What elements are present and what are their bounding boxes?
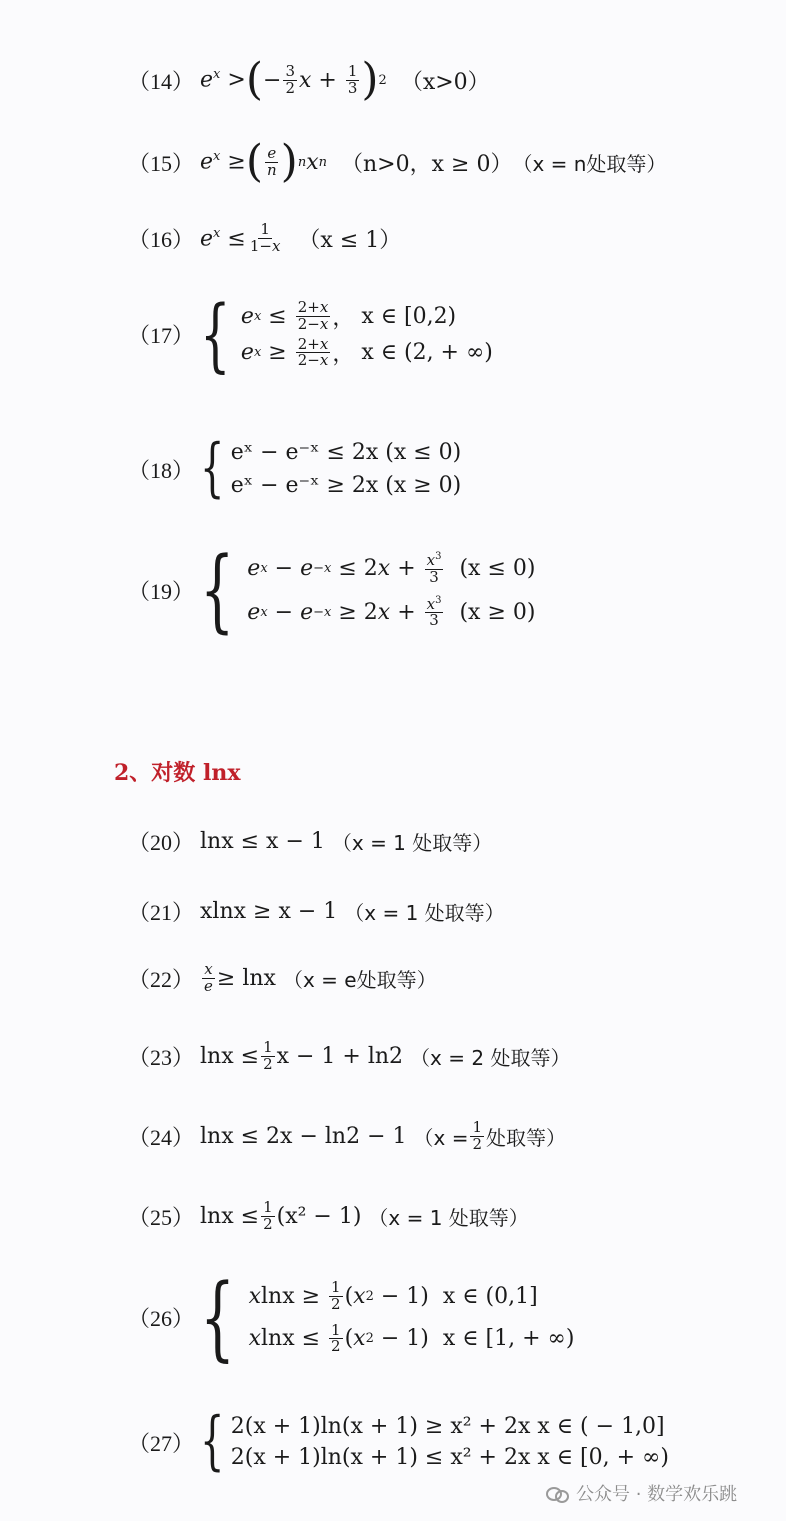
formula-number: （22）	[128, 966, 195, 992]
line-2: eˣ − e⁻ˣ ≥ 2x (x ≥ 0)	[230, 473, 462, 498]
formula-number: （24）	[128, 1124, 195, 1150]
condition-1: x ∈ [0,2)	[361, 303, 457, 329]
formula-number: （21）	[128, 900, 195, 925]
equality-note-prefix: （x =	[413, 1125, 469, 1150]
formula-number: （17）	[128, 323, 195, 348]
formula-22: （22） $\frac{x}{e}$ ≥ lnx （x = e处取等）	[128, 960, 437, 995]
equality-note: （x = 1 处取等）	[344, 901, 505, 925]
formula-24: （24） lnx ≤ 2x − ln2 − 1 （x = $\frac{1}{2}$ 处取等）	[128, 1118, 566, 1153]
equality-note: （x = n处取等）	[512, 151, 667, 176]
formula-number: （19）	[128, 579, 195, 604]
formula-number: （25）	[128, 1204, 195, 1230]
formula-25: （25） lnx ≤ $\frac{1}{2}$ (x² − 1) （x = 1 处取等）	[128, 1198, 529, 1233]
condition-1: x ∈ (0,1]	[442, 1283, 538, 1309]
formula-23: （23） lnx ≤ $\frac{1}{2}$ x − 1 + ln2 （x = 2 处取等）	[128, 1038, 571, 1073]
expression-tail: (x² − 1)	[276, 1203, 362, 1229]
equality-note: （x = 1 处取等）	[331, 831, 493, 855]
equality-note: （x = e处取等）	[282, 967, 437, 992]
line-1: eˣ − e⁻ˣ ≤ 2x (x ≤ 0)	[230, 440, 462, 465]
formula-26: （26） { x lnx ≥ $\frac{1}{2}$ ( x 2 − 1) x ∈ (0,1] x lnx ≤ $\frac{1}{2}$ ( x 2 − 1) x ∈ [1, + ∞)	[128, 1263, 575, 1371]
formula-19: （19） { e x − e −x ≤ 2 x + $\frac{x^3}{3}$ (x ≤ 0) e x − e −x ≥ 2 x + $\frac{x^3}{3}$ (x ≥ 0)	[128, 537, 536, 643]
formula-21	[128, 896, 505, 927]
formula-number: （15）	[128, 150, 195, 176]
formula-16: （16） $e^x$ ≤ $\frac{1}{1-x}$ （x ≤ 1）	[128, 220, 402, 255]
condition-2: (x ≥ 0)	[459, 599, 536, 625]
watermark	[546, 1480, 737, 1506]
expression: xlnx ≥ x − 1	[200, 899, 338, 924]
formula-number: （26）	[128, 1306, 195, 1331]
formula-number: （18）	[128, 457, 195, 483]
line-2: 2(x + 1)ln(x + 1) ≤ x² + 2x x ∈ [0, + ∞)	[230, 1445, 669, 1470]
condition: （x ≤ 1）	[298, 227, 402, 253]
condition-2: x ∈ [1, + ∞)	[442, 1326, 575, 1352]
formula-number: （20）	[128, 830, 195, 855]
formula-number: （23）	[128, 1044, 195, 1070]
wechat-icon	[546, 1485, 570, 1501]
expression: lnx ≤ x − 1	[200, 829, 325, 854]
line-1: 2(x + 1)ln(x + 1) ≥ x² + 2x x ∈ ( − 1,0]	[230, 1414, 665, 1439]
formula-14: （14） $e^x$ > ( − $\frac{3}{2}$ x + $\frac{1}{3}$ ) 2 （x>0）	[128, 54, 490, 105]
equality-note: （x = 1 处取等）	[368, 1205, 529, 1230]
equality-note: （x = 2 处取等）	[410, 1045, 571, 1070]
formula-number: （27）	[128, 1430, 195, 1456]
formula-27: （27） { 2(x + 1)ln(x + 1) ≥ x² + 2x x ∈ ( − 1,0] 2(x + 1)ln(x + 1) ≤ x² + 2x x ∈ [0, + ∞)	[128, 1404, 669, 1479]
expression: ≥ lnx	[216, 965, 276, 991]
formula-18: （18） { eˣ − e⁻ˣ ≤ 2x (x ≤ 0) eˣ − e⁻ˣ ≥ 2x (x ≥ 0)	[128, 431, 462, 506]
condition: （x>0）	[400, 69, 490, 95]
formula-20	[128, 826, 492, 857]
expression: lnx ≤ 2x − ln2 − 1	[200, 1123, 407, 1149]
condition-1: (x ≤ 0)	[459, 556, 536, 582]
formula-number: （14）	[128, 68, 195, 94]
section-heading: 2、对数 lnx	[114, 760, 241, 786]
expression-tail: x − 1 + ln2	[276, 1043, 404, 1069]
equality-note-suffix: 处取等）	[486, 1125, 566, 1150]
formula-17: （17） { e x ≤ $\frac{2+x}{2-x}$ ， x ∈ [0,2) e x ≥ $\frac{2+x}{2-x}$ ， x ∈ (2, + ∞)	[128, 287, 493, 381]
formula-15: （15） $e^x$ ≥ ( $\frac{e}{n}$ ) n x n （n>0，x ≥ 0） （x = n处取等）	[128, 136, 667, 187]
condition: （n>0，x ≥ 0）	[341, 151, 513, 177]
formula-number: （16）	[128, 226, 195, 252]
watermark-text: 公众号 · 数学欢乐跳	[576, 1484, 738, 1505]
condition-2: x ∈ (2, + ∞)	[361, 340, 493, 366]
